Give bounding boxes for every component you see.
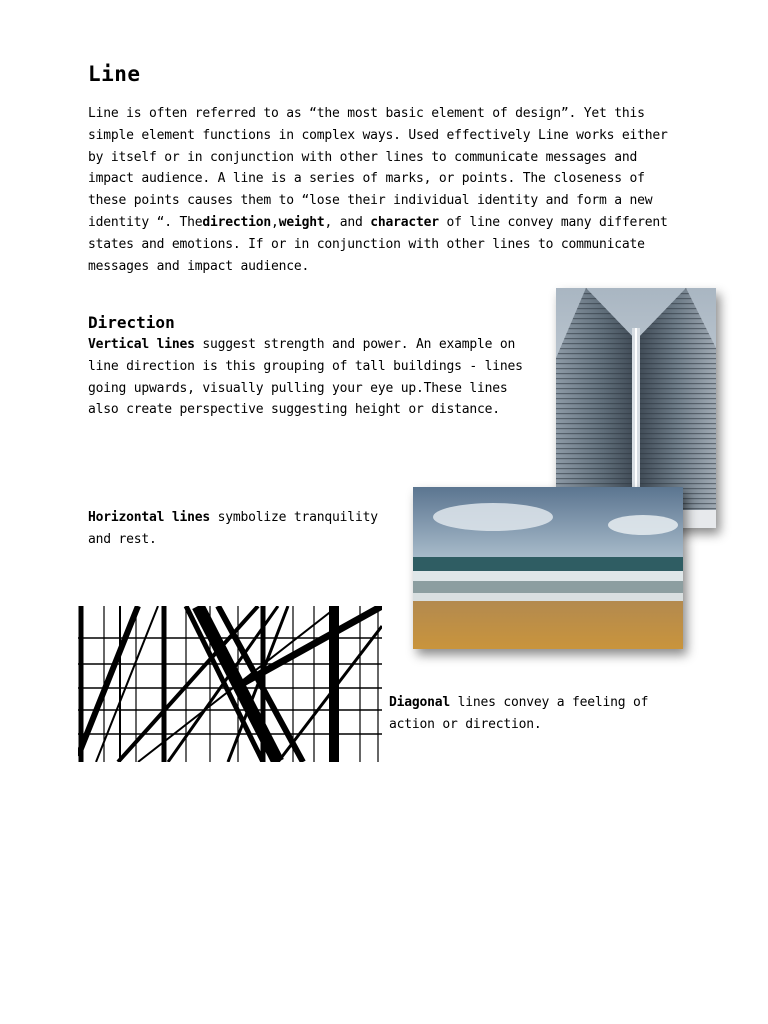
horizontal-lines-term: Horizontal lines xyxy=(88,510,211,525)
vertical-lines-term: Vertical lines xyxy=(88,337,195,352)
direction-heading: Direction xyxy=(88,313,175,332)
intro-text-part1: Line is often referred to as “the most basic element of design”. Yet this simple element functions in complex ways. Used effectively Line works either by itself or in conjunction with other lines to communicate messages and impact audience. A line is a series of marks, or points. The closeness of these points causes them to “lose their individual identity and form a new identity “. The xyxy=(88,106,668,230)
intro-text-part2: of line convey many different states and emotions. If or in conjunction with other lines to communicate messages and impact audience. xyxy=(88,214,668,274)
beach-horizon-photo xyxy=(413,487,683,649)
page-title: Line xyxy=(88,62,141,86)
horizontal-lines-text: symbolize tranquility and rest. xyxy=(88,510,378,547)
intro-sep-1: , xyxy=(271,214,279,230)
horizontal-lines-paragraph xyxy=(88,507,388,551)
keyword-character: character xyxy=(370,214,439,230)
intro-paragraph xyxy=(88,103,688,277)
keyword-direction: direction xyxy=(202,214,272,230)
diagonal-lines-paragraph xyxy=(389,692,669,736)
vertical-lines-text: suggest strength and power. An example on line direction is this grouping of tall buildings - lines going upwards, visually pulling your eye up.These lines also create perspective suggesting height or distance. xyxy=(88,337,523,418)
intro-sep-2: , and xyxy=(324,214,363,230)
diagonal-lines-text: lines convey a feeling of action or direction. xyxy=(389,695,649,732)
diagonal-lines-term: Diagonal xyxy=(389,695,451,710)
vertical-lines-paragraph xyxy=(88,334,533,421)
keyword-weight: weight xyxy=(278,214,325,230)
diagonal-lines-graphic xyxy=(78,606,382,762)
